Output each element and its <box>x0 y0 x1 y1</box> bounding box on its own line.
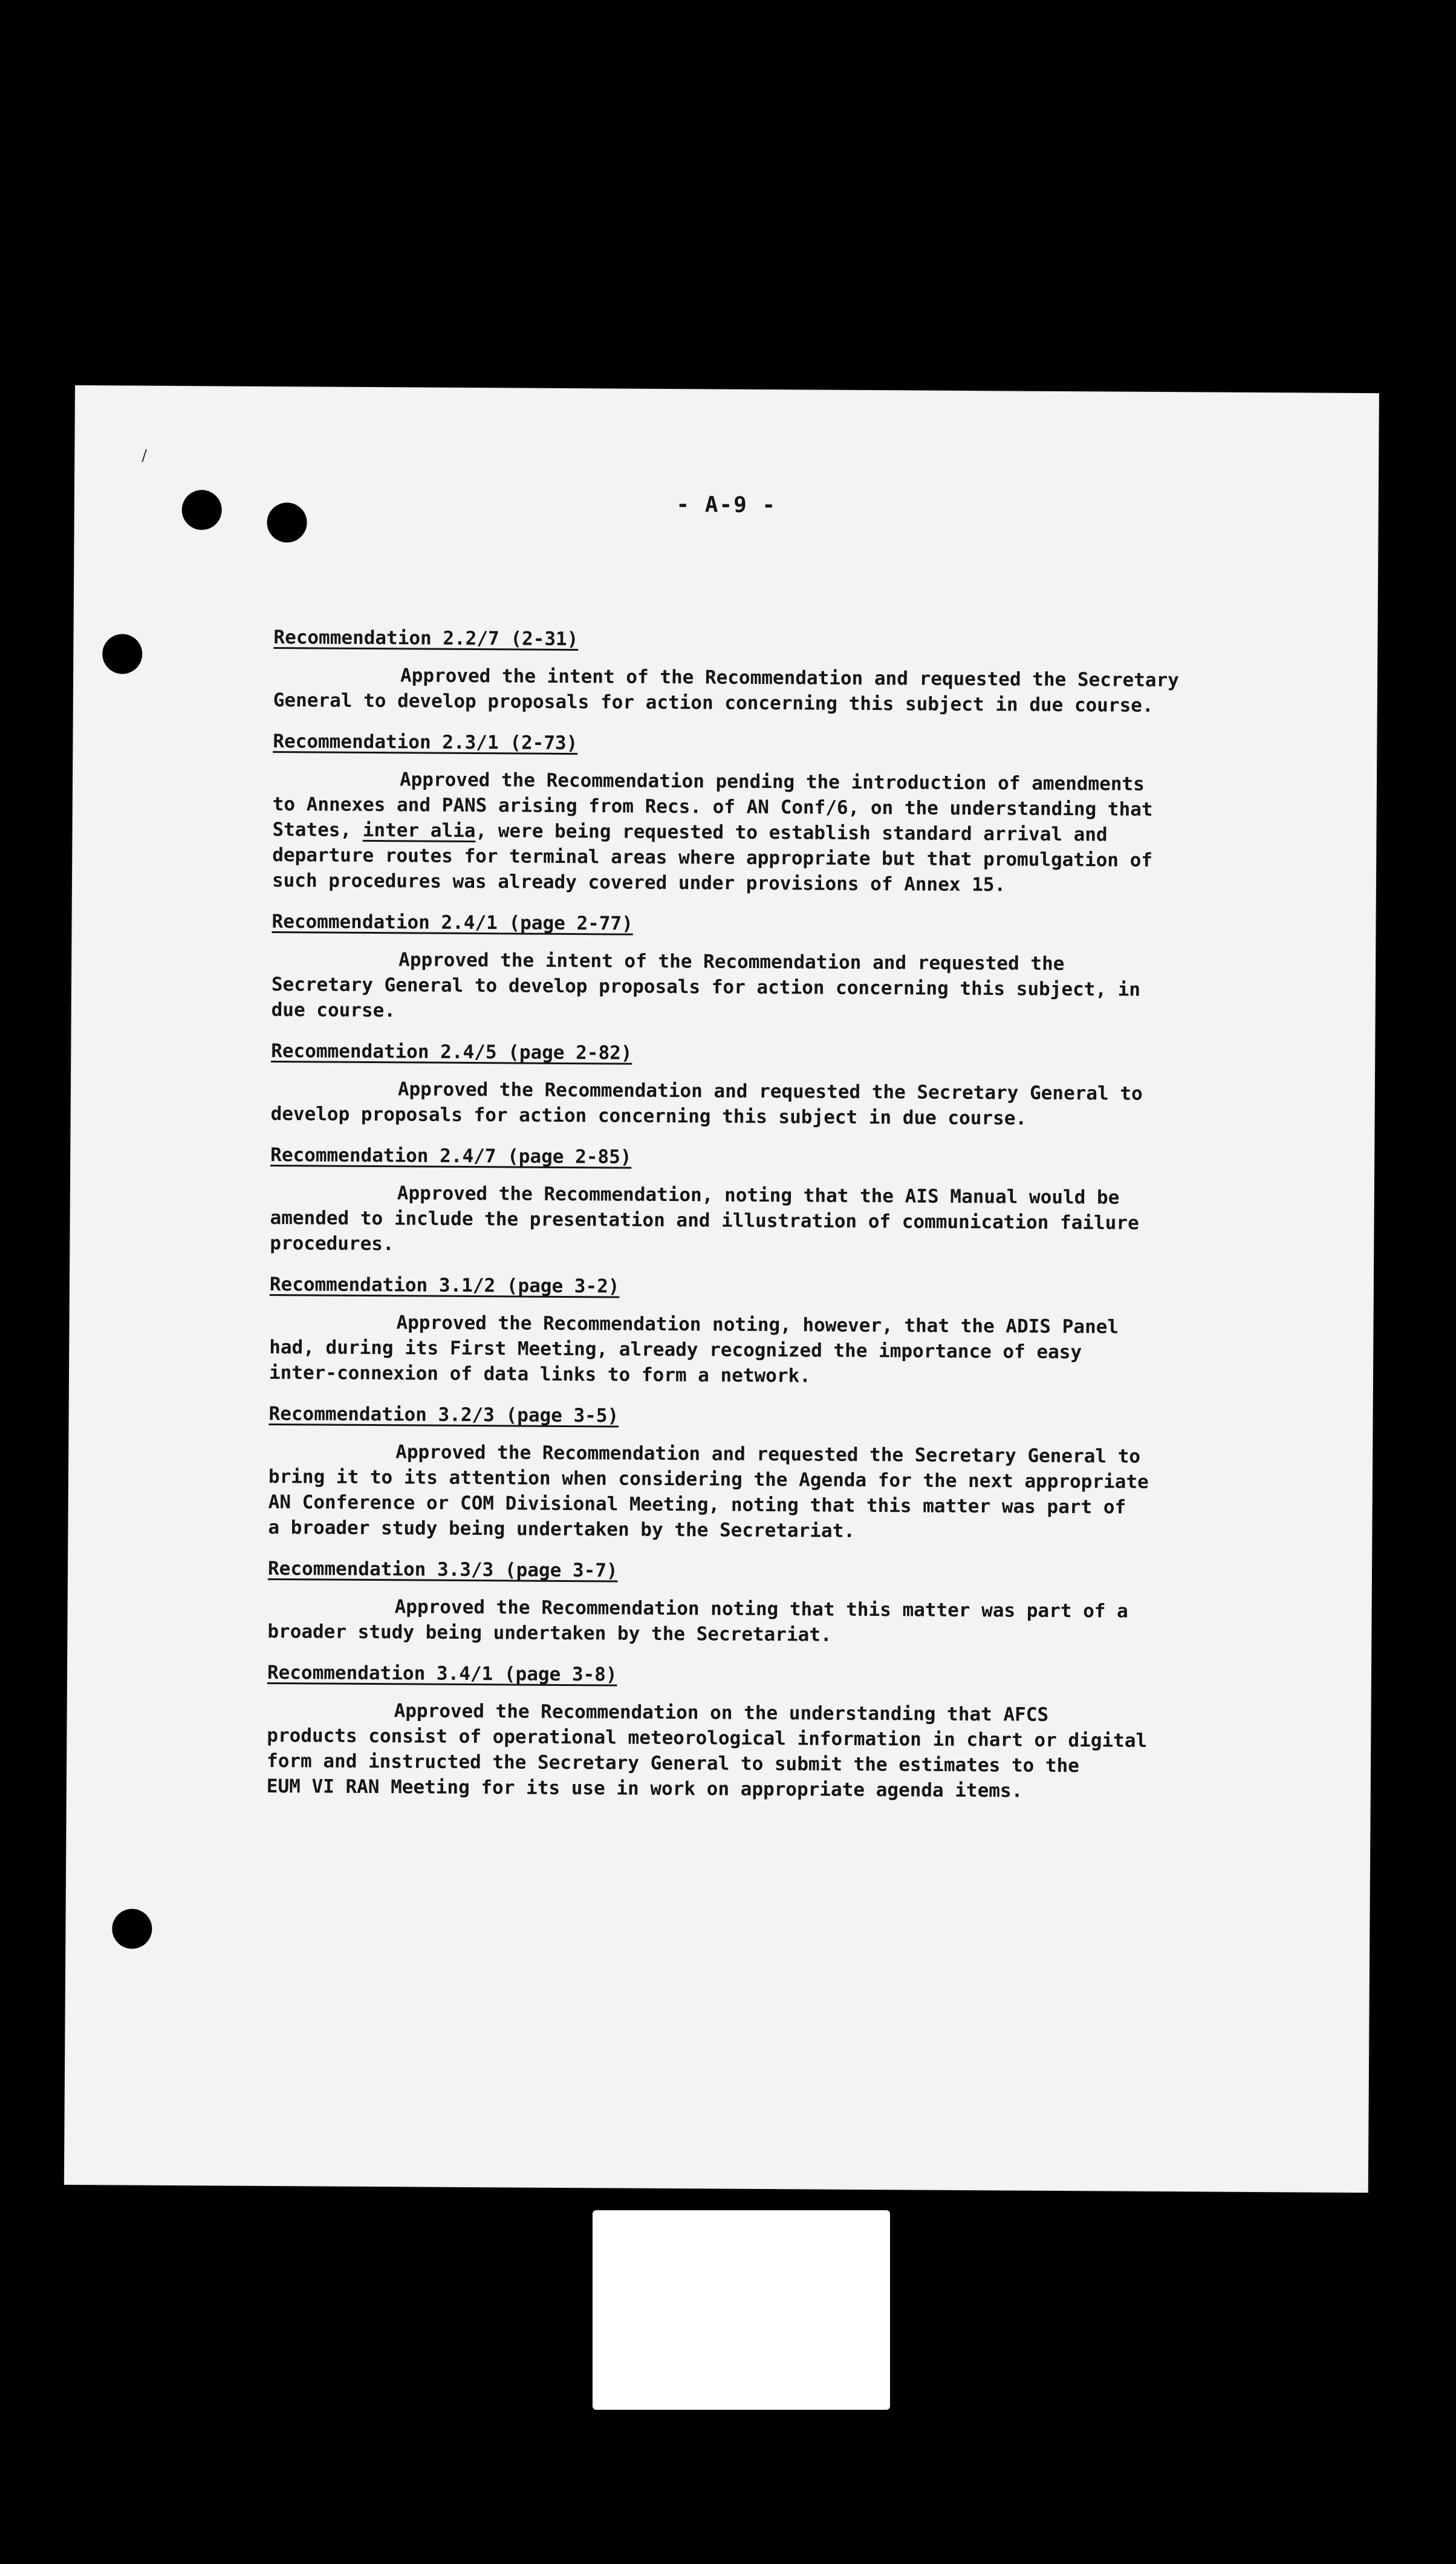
recommendation-heading: Recommendation 2.4/5 (page 2-82) <box>271 1040 632 1064</box>
recommendation-heading: Recommendation 2.4/1 (page 2-77) <box>271 910 633 935</box>
paragraph-line: procedures. <box>270 1232 394 1255</box>
paragraph-line: a broader study being undertaken by the Secretariat. <box>268 1516 856 1542</box>
recommendation-heading: Recommendation 3.4/1 (page 3-8) <box>267 1661 617 1686</box>
paragraph-line: broader study being undertaken by the Secretariat. <box>267 1620 832 1646</box>
recommendation-heading: Recommendation 2.2/7 (2-31) <box>273 626 579 651</box>
paragraph-line: departure routes for terminal areas where appropriate but that promulgation of <box>272 844 1153 871</box>
paragraph-line: Approved the Recommendation noting, however, that the ADIS Panel <box>396 1312 1119 1338</box>
paragraph-line: develop proposals for action concerning this subject in due course. <box>270 1102 1027 1130</box>
recommendation-block <box>273 625 1350 720</box>
recommendation-block <box>267 1660 1344 1806</box>
recommendation-block <box>272 729 1350 900</box>
blank-label-slip <box>593 2210 890 2410</box>
paragraph-line: due course. <box>271 998 396 1022</box>
paragraph-line: such procedures was already covered under provisions of Annex 15. <box>271 870 1006 896</box>
recommendation-block <box>271 1038 1348 1133</box>
paragraph-line: Approved the Recommendation pending the introduction of amendments <box>399 769 1145 795</box>
document-body <box>267 625 1350 1821</box>
paragraph-line: to Annexes and PANS arising from Recs. of AN Conf/6, on the understanding that <box>272 793 1153 821</box>
paragraph-line: Approved the Recommendation noting that this matter was part of a <box>394 1596 1128 1622</box>
paragraph-line: had, during its First Meeting, already recognized the importance of easy <box>269 1336 1082 1364</box>
page-number: - A-9 - <box>676 492 777 518</box>
paragraph-line: Approved the intent of the Recommendation and requested the Secretary <box>400 665 1179 692</box>
paragraph-line: Approved the Recommendation and requested the Secretary General to <box>397 1078 1143 1105</box>
stray-mark: / <box>141 446 148 465</box>
paragraph-line: Approved the intent of the Recommendation and requested the <box>398 949 1065 975</box>
recommendation-heading: Recommendation 3.1/2 (page 3-2) <box>269 1273 620 1298</box>
paragraph-line: Approved the Recommendation and requested the Secretary General to <box>395 1441 1141 1468</box>
paragraph-line: inter-connexion of data links to form a network. <box>268 1361 811 1387</box>
paragraph-line: amended to include the presentation and illustration of communication failure <box>270 1206 1139 1234</box>
paragraph-line: AN Conference or COM Divisional Meeting, noting that this matter was part of <box>268 1491 1126 1518</box>
emphasis-text: inter alia <box>362 819 476 842</box>
recommendation-block <box>267 1556 1344 1651</box>
paragraph-line: States, inter alia, were being requested to establish standard arrival and <box>272 819 1108 846</box>
recommendation-block <box>269 1272 1346 1392</box>
recommendation-block <box>268 1401 1345 1547</box>
paragraph-line: form and instructed the Secretary General to submit the estimates to the <box>267 1749 1079 1777</box>
paragraph-line: EUM VI RAN Meeting for its use in work on appropriate agenda items. <box>266 1775 1023 1802</box>
recommendation-heading: Recommendation 3.2/3 (page 3-5) <box>268 1402 619 1427</box>
recommendation-block <box>271 909 1348 1029</box>
paragraph-line: products consist of operational meteorological information in chart or digital <box>267 1724 1148 1752</box>
recommendation-heading: Recommendation 2.3/1 (2-73) <box>273 730 578 755</box>
recommendation-block <box>270 1142 1347 1263</box>
paragraph-line: Approved the Recommendation on the understanding that AFCS <box>394 1700 1049 1726</box>
punch-hole <box>112 1908 152 1948</box>
recommendation-heading: Recommendation 3.3/3 (page 3-7) <box>267 1557 618 1582</box>
paragraph-line: bring it to its attention when considering the Agenda for the next appropriate <box>268 1465 1149 1493</box>
paragraph-line: Approved the Recommendation, noting that the AIS Manual would be <box>397 1182 1120 1209</box>
paragraph-line: Secretary General to develop proposals for action concerning this subject, in <box>271 973 1141 1001</box>
punch-hole <box>102 634 142 674</box>
paragraph-line: General to develop proposals for action concerning this subject in due course. <box>273 689 1154 717</box>
recommendation-heading: Recommendation 2.4/7 (page 2-85) <box>270 1144 632 1168</box>
document-page <box>65 386 1379 2192</box>
